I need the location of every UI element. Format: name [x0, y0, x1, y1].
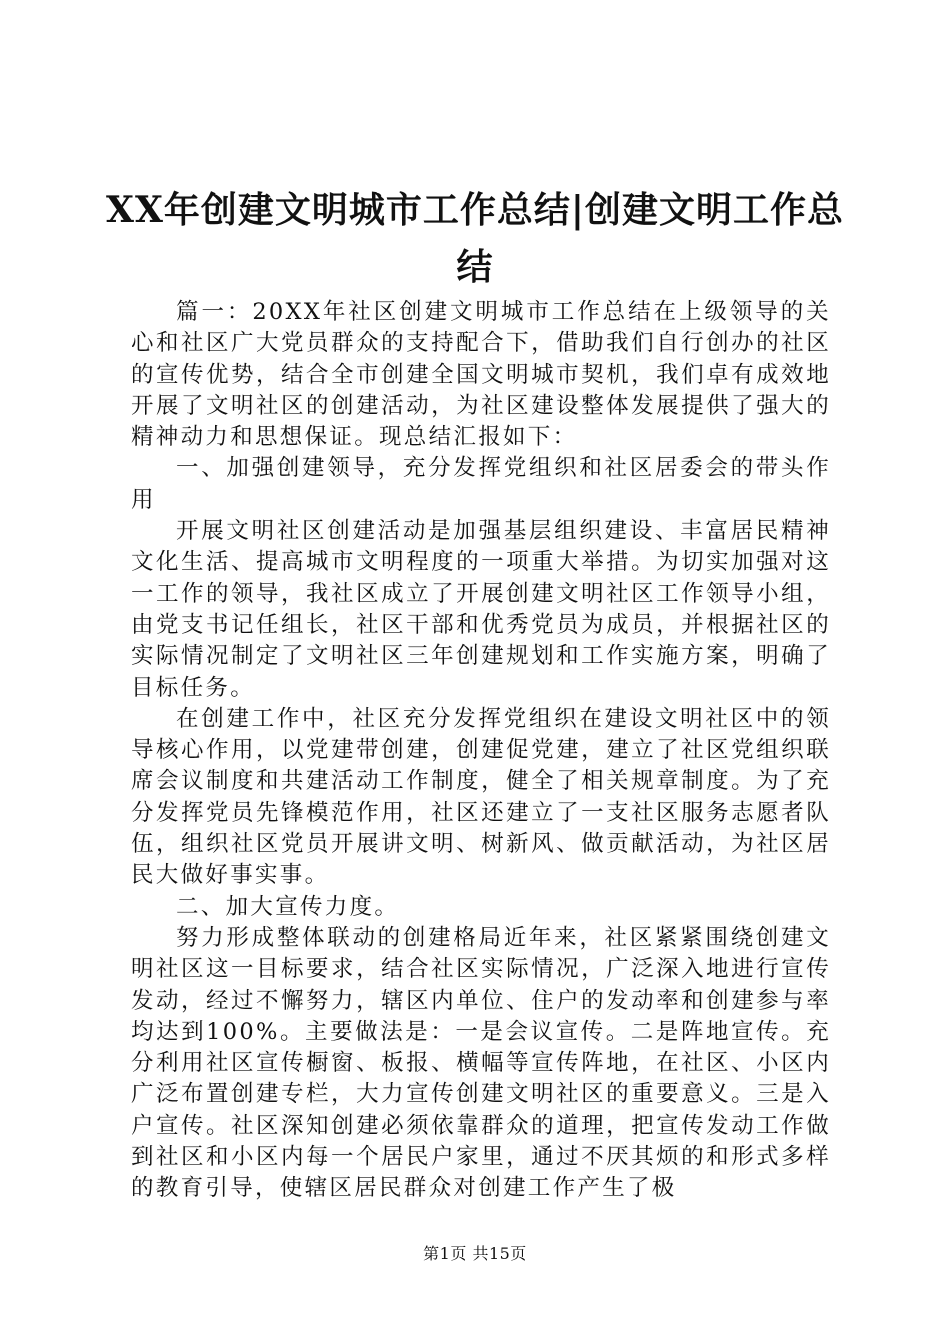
paragraph: 开展文明社区创建活动是加强基层组织建设、丰富居民精神文化生活、提高城市文明程度的一项重大举措。为切实加强对这一工作的领导，我社区成立了开展创建文明社区工作领导小组，由党支书记任组长，社区干部和优秀党员为成员，并根据社区的实际情况制定了文明社区三年创建规划和工作实施方案，明确了目标任务。 — [131, 518, 831, 701]
paragraph: 在创建工作中，社区充分发挥党组织在建设文明社区中的领导核心作用，以党建带创建，创建促党建，建立了社区党组织联席会议制度和共建活动工作制度，健全了相关规章制度。为了充分发挥党员先锋模范作用，社区还建立了一支社区服务志愿者队伍，组织社区党员开展讲文明、树新风、做贡献活动，为社区居民大做好事实事。 — [131, 705, 831, 889]
document-title-line-2: 结 — [456, 246, 494, 288]
document-title-line-1: XX年创建文明城市工作总结|创建文明工作总 — [106, 189, 844, 231]
paragraph-intro: 篇一：20XX年社区创建文明城市工作总结在上级领导的关心和社区广大党员群众的支持配合下，借助我们自行创办的社区的宣传优势，结合全市创建全国文明城市契机，我们卓有成效地开展了文明社区的创建活动，为社区建设整体发展提供了强大的精神动力和思想保证。现总结汇报如下： — [131, 299, 831, 451]
section-heading-1: 一、加强创建领导，充分发挥党组织和社区居委会的带头作用 — [131, 455, 831, 513]
document-body — [131, 297, 831, 1205]
section-heading-2: 二、加大宣传力度。 — [176, 893, 400, 920]
paragraph: 努力形成整体联动的创建格局近年来，社区紧紧围绕创建文明社区这一目标要求，结合社区实际情况，广泛深入地进行宣传发动，经过不懈努力，辖区内单位、住户的发动率和创建参与率均达到100%。主要做法是：一是会议宣传。二是阵地宣传。充分利用社区宣传橱窗、板报、横幅等宣传阵地，在社区、小区内广泛布置创建专栏，大力宣传创建文明社区的重要意义。三是入户宣传。社区深知创建必须依靠群众的道理，把宣传发动工作做到社区和小区内每一个居民户家里，通过不厌其烦的和形式多样的教育引导，使辖区居民群众对创建工作产生了极 — [131, 924, 831, 1202]
page-number-footer: 第1页 共15页 — [423, 1244, 527, 1263]
